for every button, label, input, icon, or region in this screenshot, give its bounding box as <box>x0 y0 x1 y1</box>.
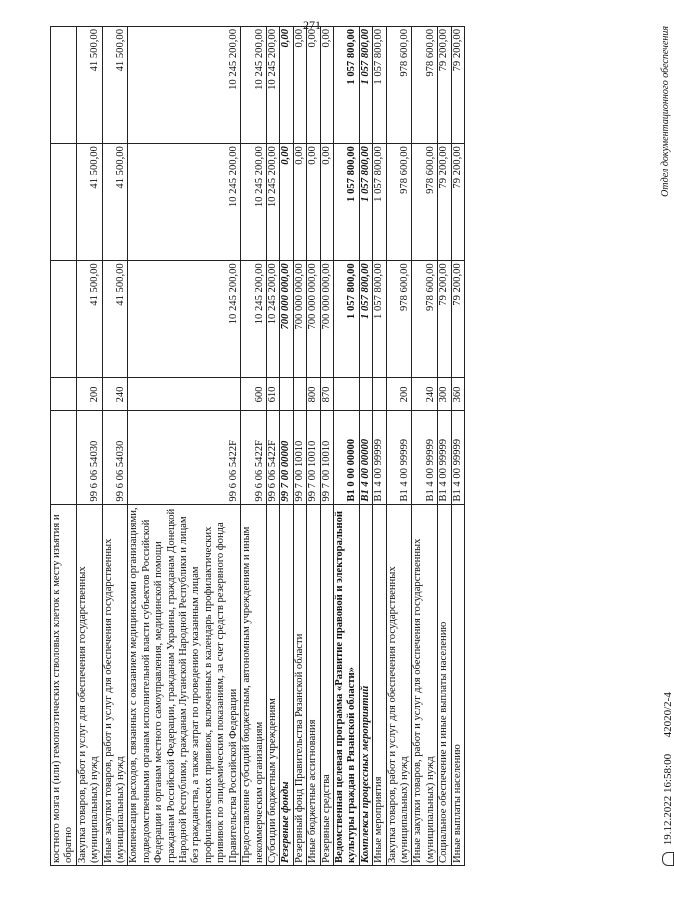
row-value-1: 1 057 800,00 <box>373 261 386 378</box>
row-expense-type: 200 <box>386 378 412 411</box>
row-expense-type <box>373 378 386 411</box>
row-value-3: 1 057 800,00 <box>333 27 359 144</box>
row-value-1: 79 200,00 <box>438 261 451 378</box>
row-expense-type: 300 <box>438 378 451 411</box>
row-expense-type <box>280 378 293 411</box>
row-code: 99 7 00 10010 <box>307 411 320 504</box>
row-value-1: 10 245 200,00 <box>241 261 267 378</box>
row-value-1: 700 000 000,00 <box>280 261 293 378</box>
budget-table-body <box>51 27 465 866</box>
row-value-3: 10 245 200,00 <box>128 27 241 144</box>
table-row <box>128 27 241 866</box>
row-name: Иные бюджетные ассигнования <box>307 504 320 865</box>
table-row <box>51 27 77 866</box>
row-name: Закупка товаров, работ и услуг для обеспечения государственных (муниципальных) нужд <box>386 504 412 865</box>
row-value-3: 0,00 <box>320 27 333 144</box>
row-expense-type <box>333 378 359 411</box>
table-row <box>320 27 333 866</box>
row-value-1: 700 000 000,00 <box>293 261 306 378</box>
row-expense-type: 360 <box>451 378 464 411</box>
row-value-3: 1 057 800,00 <box>373 27 386 144</box>
row-value-3: 41 500,00 <box>102 27 128 144</box>
row-name: Компенсация расходов, связанных с оказанием медицинскими организациями, подведомственными органам исполнительной власти субъектов Российской Федерации и органам местного самоуправления, медицинской помощи гражданам Российской Федерации, гражданам Украины, гражданам Донецкой Народной Республики, гражданам Луганской Народной Республики и лицам без гражданства, а также затрат по проведению указанным лицам профилактических прививок, включенных в календарь профилактических прививок по эпидемическим показаниям, за счет средств резервного фонда Правительства Российской Федерации <box>128 504 241 865</box>
row-value-3: 978 600,00 <box>412 27 438 144</box>
row-expense-type: 600 <box>241 378 267 411</box>
row-value-2: 41 500,00 <box>102 144 128 261</box>
table-row <box>359 27 372 866</box>
row-value-2: 0,00 <box>293 144 306 261</box>
row-expense-type: 200 <box>76 378 102 411</box>
row-value-1 <box>51 261 77 378</box>
row-value-1: 978 600,00 <box>412 261 438 378</box>
row-expense-type: 240 <box>102 378 128 411</box>
row-name: Иные закупки товаров, работ и услуг для обеспечения государственных (муниципальных) нужд <box>102 504 128 865</box>
table-row <box>266 27 279 866</box>
footer-doc-id: 42020/2-4 <box>662 692 674 738</box>
row-code: 99 6 06 5422F <box>241 411 267 504</box>
row-name: костного мозга и (или) гемопоэтических стволовых клеток к месту изъятия и обратно <box>51 504 77 865</box>
page-number: 271 <box>303 18 321 32</box>
row-name: Иные мероприятия <box>373 504 386 865</box>
row-code: В1 4 00 99999 <box>438 411 451 504</box>
table-row <box>373 27 386 866</box>
row-value-2: 10 245 200,00 <box>128 144 241 261</box>
table-row <box>307 27 320 866</box>
row-name: Иные выплаты населению <box>451 504 464 865</box>
row-code: 99 7 00 10010 <box>293 411 306 504</box>
table-row <box>333 27 359 866</box>
row-value-2: 41 500,00 <box>76 144 102 261</box>
row-value-3: 0,00 <box>293 27 306 144</box>
row-value-2: 0,00 <box>307 144 320 261</box>
table-row <box>293 27 306 866</box>
footer-department: Отдел документационного обеспечения <box>660 26 671 197</box>
table-row <box>102 27 128 866</box>
row-code: В1 4 00 99999 <box>386 411 412 504</box>
row-expense-type: 870 <box>320 378 333 411</box>
row-value-2: 0,00 <box>280 144 293 261</box>
row-value-2 <box>51 144 77 261</box>
row-code: 99 7 00 10010 <box>320 411 333 504</box>
row-code: 99 6 06 54030 <box>102 411 128 504</box>
row-value-3: 0,00 <box>280 27 293 144</box>
row-expense-type <box>293 378 306 411</box>
row-name: Резервные средства <box>320 504 333 865</box>
row-expense-type <box>128 378 241 411</box>
row-value-2: 1 057 800,00 <box>333 144 359 261</box>
row-code: В1 4 00 99999 <box>451 411 464 504</box>
row-value-3: 10 245 200,00 <box>241 27 267 144</box>
row-name: Резервный фонд Правительства Рязанской области <box>293 504 306 865</box>
row-value-1: 978 600,00 <box>386 261 412 378</box>
row-value-3: 79 200,00 <box>438 27 451 144</box>
row-name: Предоставление субсидий бюджетным, автономным учреждениям и иным некоммерческим организациям <box>241 504 267 865</box>
table-row <box>241 27 267 866</box>
row-expense-type <box>359 378 372 411</box>
row-name: Закупка товаров, работ и услуг для обеспечения государственных (муниципальных) нужд <box>76 504 102 865</box>
row-expense-type: 800 <box>307 378 320 411</box>
row-name: Социальное обеспечение и иные выплаты населению <box>438 504 451 865</box>
row-value-2: 978 600,00 <box>386 144 412 261</box>
rotated-page-content <box>50 0 674 896</box>
document-seal-icon <box>662 852 674 866</box>
row-value-1: 79 200,00 <box>451 261 464 378</box>
row-value-2: 79 200,00 <box>451 144 464 261</box>
row-value-1: 41 500,00 <box>102 261 128 378</box>
row-value-2: 10 245 200,00 <box>241 144 267 261</box>
row-code <box>51 411 77 504</box>
row-expense-type: 610 <box>266 378 279 411</box>
row-value-2: 978 600,00 <box>412 144 438 261</box>
table-row <box>76 27 102 866</box>
row-value-1: 10 245 200,00 <box>128 261 241 378</box>
row-value-1: 700 000 000,00 <box>320 261 333 378</box>
row-value-3: 10 245 200,00 <box>266 27 279 144</box>
footer-timestamp: 19.12.2022 16:58:00 <box>662 753 674 846</box>
row-value-3: 79 200,00 <box>451 27 464 144</box>
table-row <box>280 27 293 866</box>
budget-table <box>50 26 465 866</box>
row-value-2: 0,00 <box>320 144 333 261</box>
table-row <box>438 27 451 866</box>
row-value-1: 700 000 000,00 <box>307 261 320 378</box>
row-value-1: 1 057 800,00 <box>333 261 359 378</box>
row-code: 99 7 00 00000 <box>280 411 293 504</box>
row-code: 99 6 06 5422F <box>128 411 241 504</box>
row-value-1: 10 245 200,00 <box>266 261 279 378</box>
row-code: В1 0 00 00000 <box>333 411 359 504</box>
footer-left <box>662 692 674 866</box>
row-value-3: 41 500,00 <box>76 27 102 144</box>
row-value-2: 1 057 800,00 <box>373 144 386 261</box>
table-row <box>386 27 412 866</box>
row-name: Иные закупки товаров, работ и услуг для обеспечения государственных (муниципальных) нужд <box>412 504 438 865</box>
row-value-2: 79 200,00 <box>438 144 451 261</box>
row-value-3: 978 600,00 <box>386 27 412 144</box>
row-code: В1 4 00 00000 <box>359 411 372 504</box>
row-value-1: 1 057 800,00 <box>359 261 372 378</box>
row-expense-type <box>51 378 77 411</box>
row-code: В1 4 00 99999 <box>373 411 386 504</box>
row-name: Резервные фонды <box>280 504 293 865</box>
row-value-3: 1 057 800,00 <box>359 27 372 144</box>
row-code: 99 6 06 5422F <box>266 411 279 504</box>
row-name: Комплексы процессных мероприятий <box>359 504 372 865</box>
row-value-3 <box>51 27 77 144</box>
row-name: Ведомственная целевая программа «Развитие правовой и электоральной культуры граждан в Рязанской области» <box>333 504 359 865</box>
table-row <box>412 27 438 866</box>
row-expense-type: 240 <box>412 378 438 411</box>
row-name: Субсидии бюджетным учреждениям <box>266 504 279 865</box>
row-value-3: 0,00 <box>307 27 320 144</box>
table-row <box>451 27 464 866</box>
row-code: 99 6 06 54030 <box>76 411 102 504</box>
row-value-2: 10 245 200,00 <box>266 144 279 261</box>
row-code: В1 4 00 99999 <box>412 411 438 504</box>
row-value-1: 41 500,00 <box>76 261 102 378</box>
row-value-2: 1 057 800,00 <box>359 144 372 261</box>
